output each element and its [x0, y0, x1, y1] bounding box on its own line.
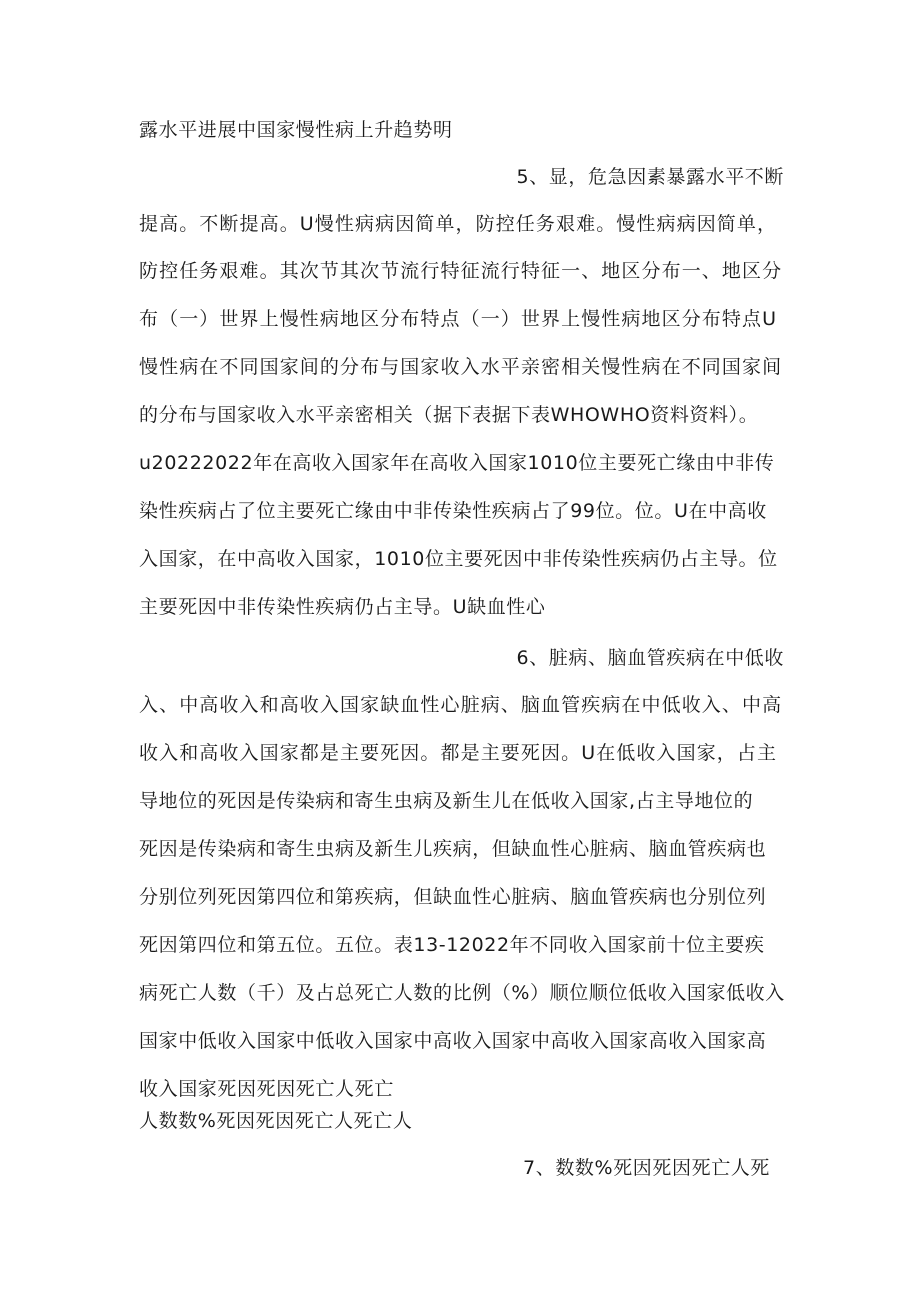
text-line: 死因第四位和第五位。五位。表13-12022年不同收入国家前十位主要疾 — [139, 934, 765, 956]
text-line: 分别位列死因第四位和第疾病，但缺血性心脏病、脑血管疾病也分别位列 — [139, 886, 767, 908]
text-line: 国家中低收入国家中低收入国家中高收入国家中高收入国家高收入国家高 — [139, 1030, 767, 1052]
text-line: 主要死因中非传染性疾病仍占主导。U缺血性心 — [139, 596, 546, 618]
text-line-numbered-6: 6、脏病、脑血管疾病在中低收 — [516, 647, 784, 669]
text-line: 人数数%死因死因死亡人死亡人 — [139, 1110, 413, 1132]
text-line: 收入和高收入国家都是主要死因。都是主要死因。U在低收入国家，占主 — [139, 742, 778, 764]
text-line-numbered-7: 7、数数%死因死因死亡人死 — [523, 1157, 770, 1179]
text-line: 防控任务艰难。其次节其次节流行特征流行特征一、地区分布一、地区分 — [139, 260, 783, 282]
text-line: 入、中高收入和高收入国家缺血性心脏病、脑血管疾病在中低收入、中高 — [139, 694, 783, 716]
text-line: 死因是传染病和寄生虫病及新生儿疾病，但缺血性心脏病、脑血管疾病也 — [139, 838, 767, 860]
text-line: 布（一）世界上慢性病地区分布特点（一）世界上慢性病地区分布特点U — [139, 308, 778, 330]
text-line: 入国家，在中高收入国家，1010位主要死因中非传染性疾病仍占主导。位 — [139, 548, 778, 570]
text-line: 收入国家死因死因死亡人死亡 — [139, 1078, 394, 1100]
text-line: 病死亡人数（千）及占总死亡人数的比例（%）顺位顺位低收入国家低收入 — [139, 982, 785, 1004]
text-line: u20222022年在高收入国家年在高收入国家1010位主要死亡缘由中非传 — [139, 452, 775, 474]
text-line: 染性疾病占了位主要死亡缘由中非传染性疾病占了99位。位。U在中高收 — [139, 500, 767, 522]
text-line: 露水平进展中国家慢性病上升趋势明 — [139, 119, 453, 141]
text-line: 导地位的死因是传染病和寄生虫病及新生儿在低收入国家,占主导地位的 — [139, 790, 754, 812]
text-line: 提高。不断提高。U慢性病病因简单，防控任务艰难。慢性病病因简单， — [139, 213, 778, 235]
text-line: 慢性病在不同国家间的分布与国家收入水平亲密相关慢性病在不同国家间 — [139, 356, 783, 378]
text-line: 的分布与国家收入水平亲密相关（据下表据下表WHOWHO资料资料）。 — [139, 404, 759, 426]
text-line-numbered-5: 5、显，危急因素暴露水平不断 — [516, 166, 784, 188]
